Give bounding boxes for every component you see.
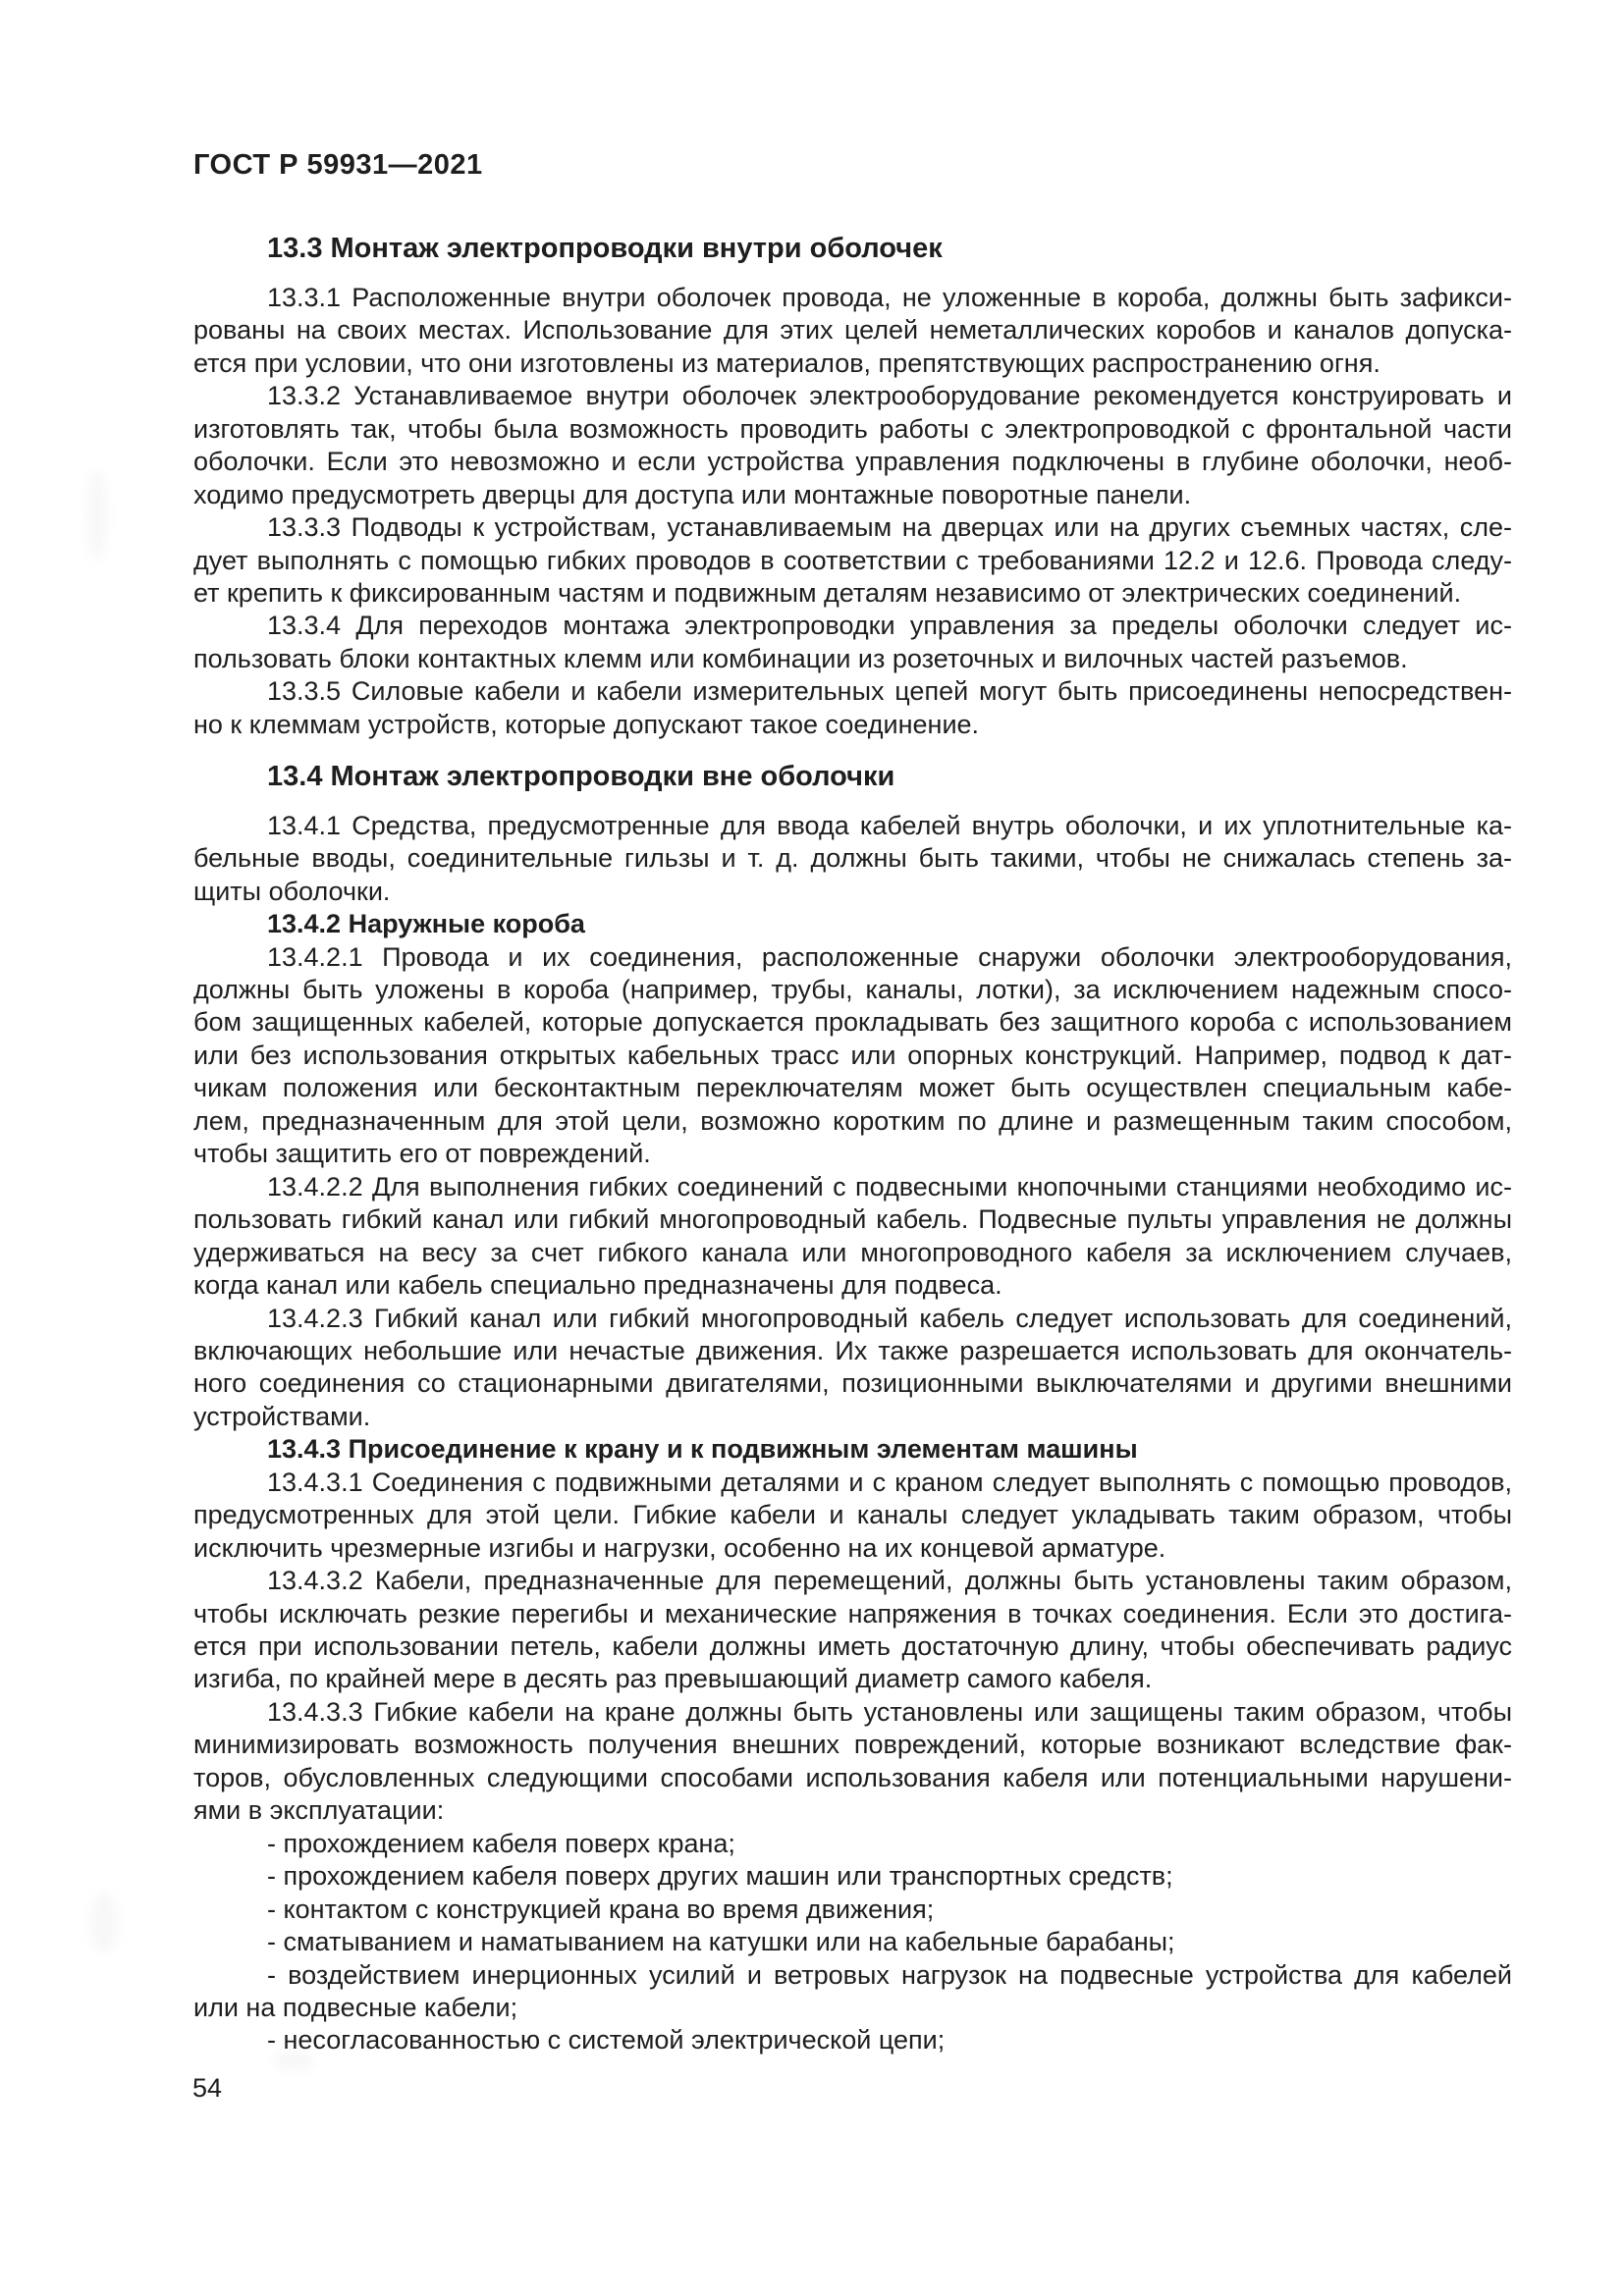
list-item (193, 1860, 1512, 1893)
paragraph (193, 810, 1512, 908)
text-line: бом защищенных кабелей, которые допускается прокладывать без защитного короба с использованием (193, 1007, 1512, 1038)
section-heading: 13.4 Монтаж электропроводки вне оболочки (267, 761, 895, 793)
text-line: щиты оболочки. (193, 876, 391, 906)
text-line: ями в эксплуатации: (193, 1795, 445, 1826)
paragraph (193, 610, 1512, 675)
text-line: пользовать гибкий канал или гибкий многопроводный кабель. Подвесные пульты управления не должны (193, 1204, 1512, 1235)
text-line: 13.4.2.3 Гибкий канал или гибкий многопроводный кабель следует использовать для соединений, (267, 1303, 1512, 1333)
text-line: лем, предназначенным для этой цели, возможно коротким по длине и размещенным таким способом, (193, 1105, 1512, 1136)
list-item (193, 1959, 1512, 2025)
sub-section-heading: 13.4.3 Присоединение к крану и к подвижным элементам машины (267, 1434, 1138, 1465)
text-line: ного соединения со стационарными двигателями, позиционными выключателями и другими внешними (193, 1368, 1512, 1399)
text-line: 13.3.3 Подводы к устройствам, устанавливаемым на дверцах или на других съемных частях, сле- (267, 512, 1512, 543)
paragraph (193, 511, 1512, 610)
text-line: - прохождением кабеля поверх крана; (267, 1828, 735, 1858)
paragraph (193, 675, 1512, 741)
text-line: - несогласованностью с системой электрической цепи; (267, 2025, 946, 2056)
text-line: когда канал или кабель специально предназначены для подвеса. (193, 1270, 1002, 1301)
text-line: - контактом с конструкцией крана во время движения; (267, 1894, 935, 1924)
text-line: чтобы исключать резкие перегибы и механические напряжения в точках соединения. Если это достига- (193, 1598, 1512, 1629)
text-line: 13.4.3.3 Гибкие кабели на кране должны быть установлены или защищены таким образом, чтобы (267, 1696, 1512, 1727)
text-line: пользовать блоки контактных клемм или комбинации из розеточных и вилочных частей разъемов. (193, 643, 1408, 673)
text-line: ет крепить к фиксированным частям и подвижным деталям независимо от электрических соединений. (193, 577, 1462, 608)
list-item (193, 1828, 1512, 1860)
page-number: 54 (192, 2073, 223, 2103)
text-column (193, 149, 1512, 2057)
document-body (193, 233, 1512, 2056)
sub-section-heading: 13.4.2 Наружные короба (267, 909, 585, 939)
text-line: или без использования открытых кабельных трасс или опорных конструкций. Например, подвод к дат- (193, 1040, 1512, 1070)
scan-artifact (90, 1893, 118, 1953)
text-line: - прохождением кабеля поверх других машин или транспортных средств; (267, 1861, 1173, 1892)
paragraph (193, 1467, 1512, 1565)
text-line: 13.4.1 Средства, предусмотренные для ввода кабелей внутрь оболочки, и их уплотнительные ка- (267, 810, 1512, 840)
list-item (193, 1894, 1512, 1926)
text-line: ходимо предусмотреть дверцы для доступа или монтажные поворотные панели. (193, 479, 1192, 509)
text-line: 13.3.1 Расположенные внутри оболочек провода, не уложенные в короба, должны быть зафикси- (267, 282, 1512, 312)
text-line: устройствами. (193, 1401, 371, 1431)
text-line: удерживаться на весу за счет гибкого канала или многопроводного кабеля за исключением случаев, (193, 1237, 1512, 1267)
text-line: 13.4.3.2 Кабели, предназначенные для перемещений, должны быть установлены таким образом, (267, 1566, 1512, 1596)
paragraph (193, 941, 1512, 1171)
section-heading: 13.3 Монтаж электропроводки внутри оболочек (267, 233, 943, 265)
text-line: или на подвесные кабели; (193, 1993, 518, 2023)
paragraph (193, 1303, 1512, 1434)
text-line: предусмотренных для этой цели. Гибкие кабели и каналы следует укладывать таким образом, чтобы (193, 1500, 1512, 1530)
list-item (193, 2024, 1512, 2056)
text-line: 13.3.4 Для переходов монтажа электропроводки управления за пределы оболочки следует ис- (267, 611, 1512, 641)
paragraph (193, 1696, 1512, 1828)
paragraph (193, 1171, 1512, 1303)
text-line: включающих небольшие или нечастые движения. Их также разрешается использовать для окончатель- (193, 1335, 1512, 1365)
text-line: ется при использовании петель, кабели должны иметь достаточную длину, чтобы обеспечивать радиус (193, 1631, 1512, 1662)
text-line: 13.4.2.2 Для выполнения гибких соединений с подвесными кнопочными станциями необходимо ис- (267, 1171, 1512, 1201)
text-line: чикам положения или бесконтактным переключателям может быть осуществлен специальным кабе- (193, 1073, 1512, 1103)
paragraph (193, 282, 1512, 380)
text-line: дует выполнять с помощью гибких проводов в соответствии с требованиями 12.2 и 12.6. Провода следу- (193, 545, 1512, 575)
text-line: торов, обусловленных следующими способами использования кабеля или потенциальными нарушени- (193, 1762, 1512, 1792)
text-line: исключить чрезмерные изгибы и нагрузки, особенно на их концевой арматуре. (193, 1532, 1166, 1563)
text-line: чтобы защитить его от повреждений. (193, 1139, 651, 1169)
text-line: должны быть уложены в короба (например, трубы, каналы, лотки), за исключением надежным спосо- (193, 974, 1512, 1004)
list-item (193, 1926, 1512, 1958)
text-line: 13.4.2.1 Провода и их соединения, расположенные снаружи оболочки электрооборудования, (267, 941, 1512, 972)
scan-artifact (86, 469, 108, 560)
text-line: оболочки. Если это невозможно и если устройства управления подключены в глубине оболочки, необ- (193, 447, 1512, 477)
paragraph (193, 1565, 1512, 1696)
text-line: 13.3.2 Устанавливаемое внутри оболочек электрооборудование рекомендуется конструировать и (267, 381, 1512, 411)
running-header: ГОСТ Р 59931—2021 (193, 149, 483, 181)
text-line: 13.4.3.1 Соединения с подвижными деталями и с краном следует выполнять с помощью проводов, (267, 1467, 1512, 1497)
text-line: 13.3.5 Силовые кабели и кабели измерительных цепей могут быть присоединены непосредствен- (267, 676, 1512, 707)
text-line: ется при условии, что они изготовлены из материалов, препятствующих распространению огня. (193, 347, 1380, 378)
text-line: - сматыванием и наматыванием на катушки или на кабельные барабаны; (267, 1927, 1175, 1957)
text-line: но к клеммам устройств, которые допускают такое соединение. (193, 709, 980, 739)
text-line: изгиба, по крайней мере в десять раз превышающий диаметр самого кабеля. (193, 1664, 1153, 1694)
text-line: бельные вводы, соединительные гильзы и т. д. должны быть такими, чтобы не снижалась степень за- (193, 843, 1512, 874)
text-line: рованы на своих местах. Использование для этих целей неметаллических коробов и каналов допуска- (193, 315, 1512, 346)
text-line: минимизировать возможность получения внешних повреждений, которые возникают вследствие фак- (193, 1730, 1512, 1760)
paragraph (193, 380, 1512, 511)
text-line: изготовлять так, чтобы была возможность проводить работы с электропроводкой с фронтальной части (193, 413, 1512, 444)
text-line: - воздействием инерционных усилий и ветровых нагрузок на подвесные устройства для кабелей (267, 1959, 1512, 1990)
